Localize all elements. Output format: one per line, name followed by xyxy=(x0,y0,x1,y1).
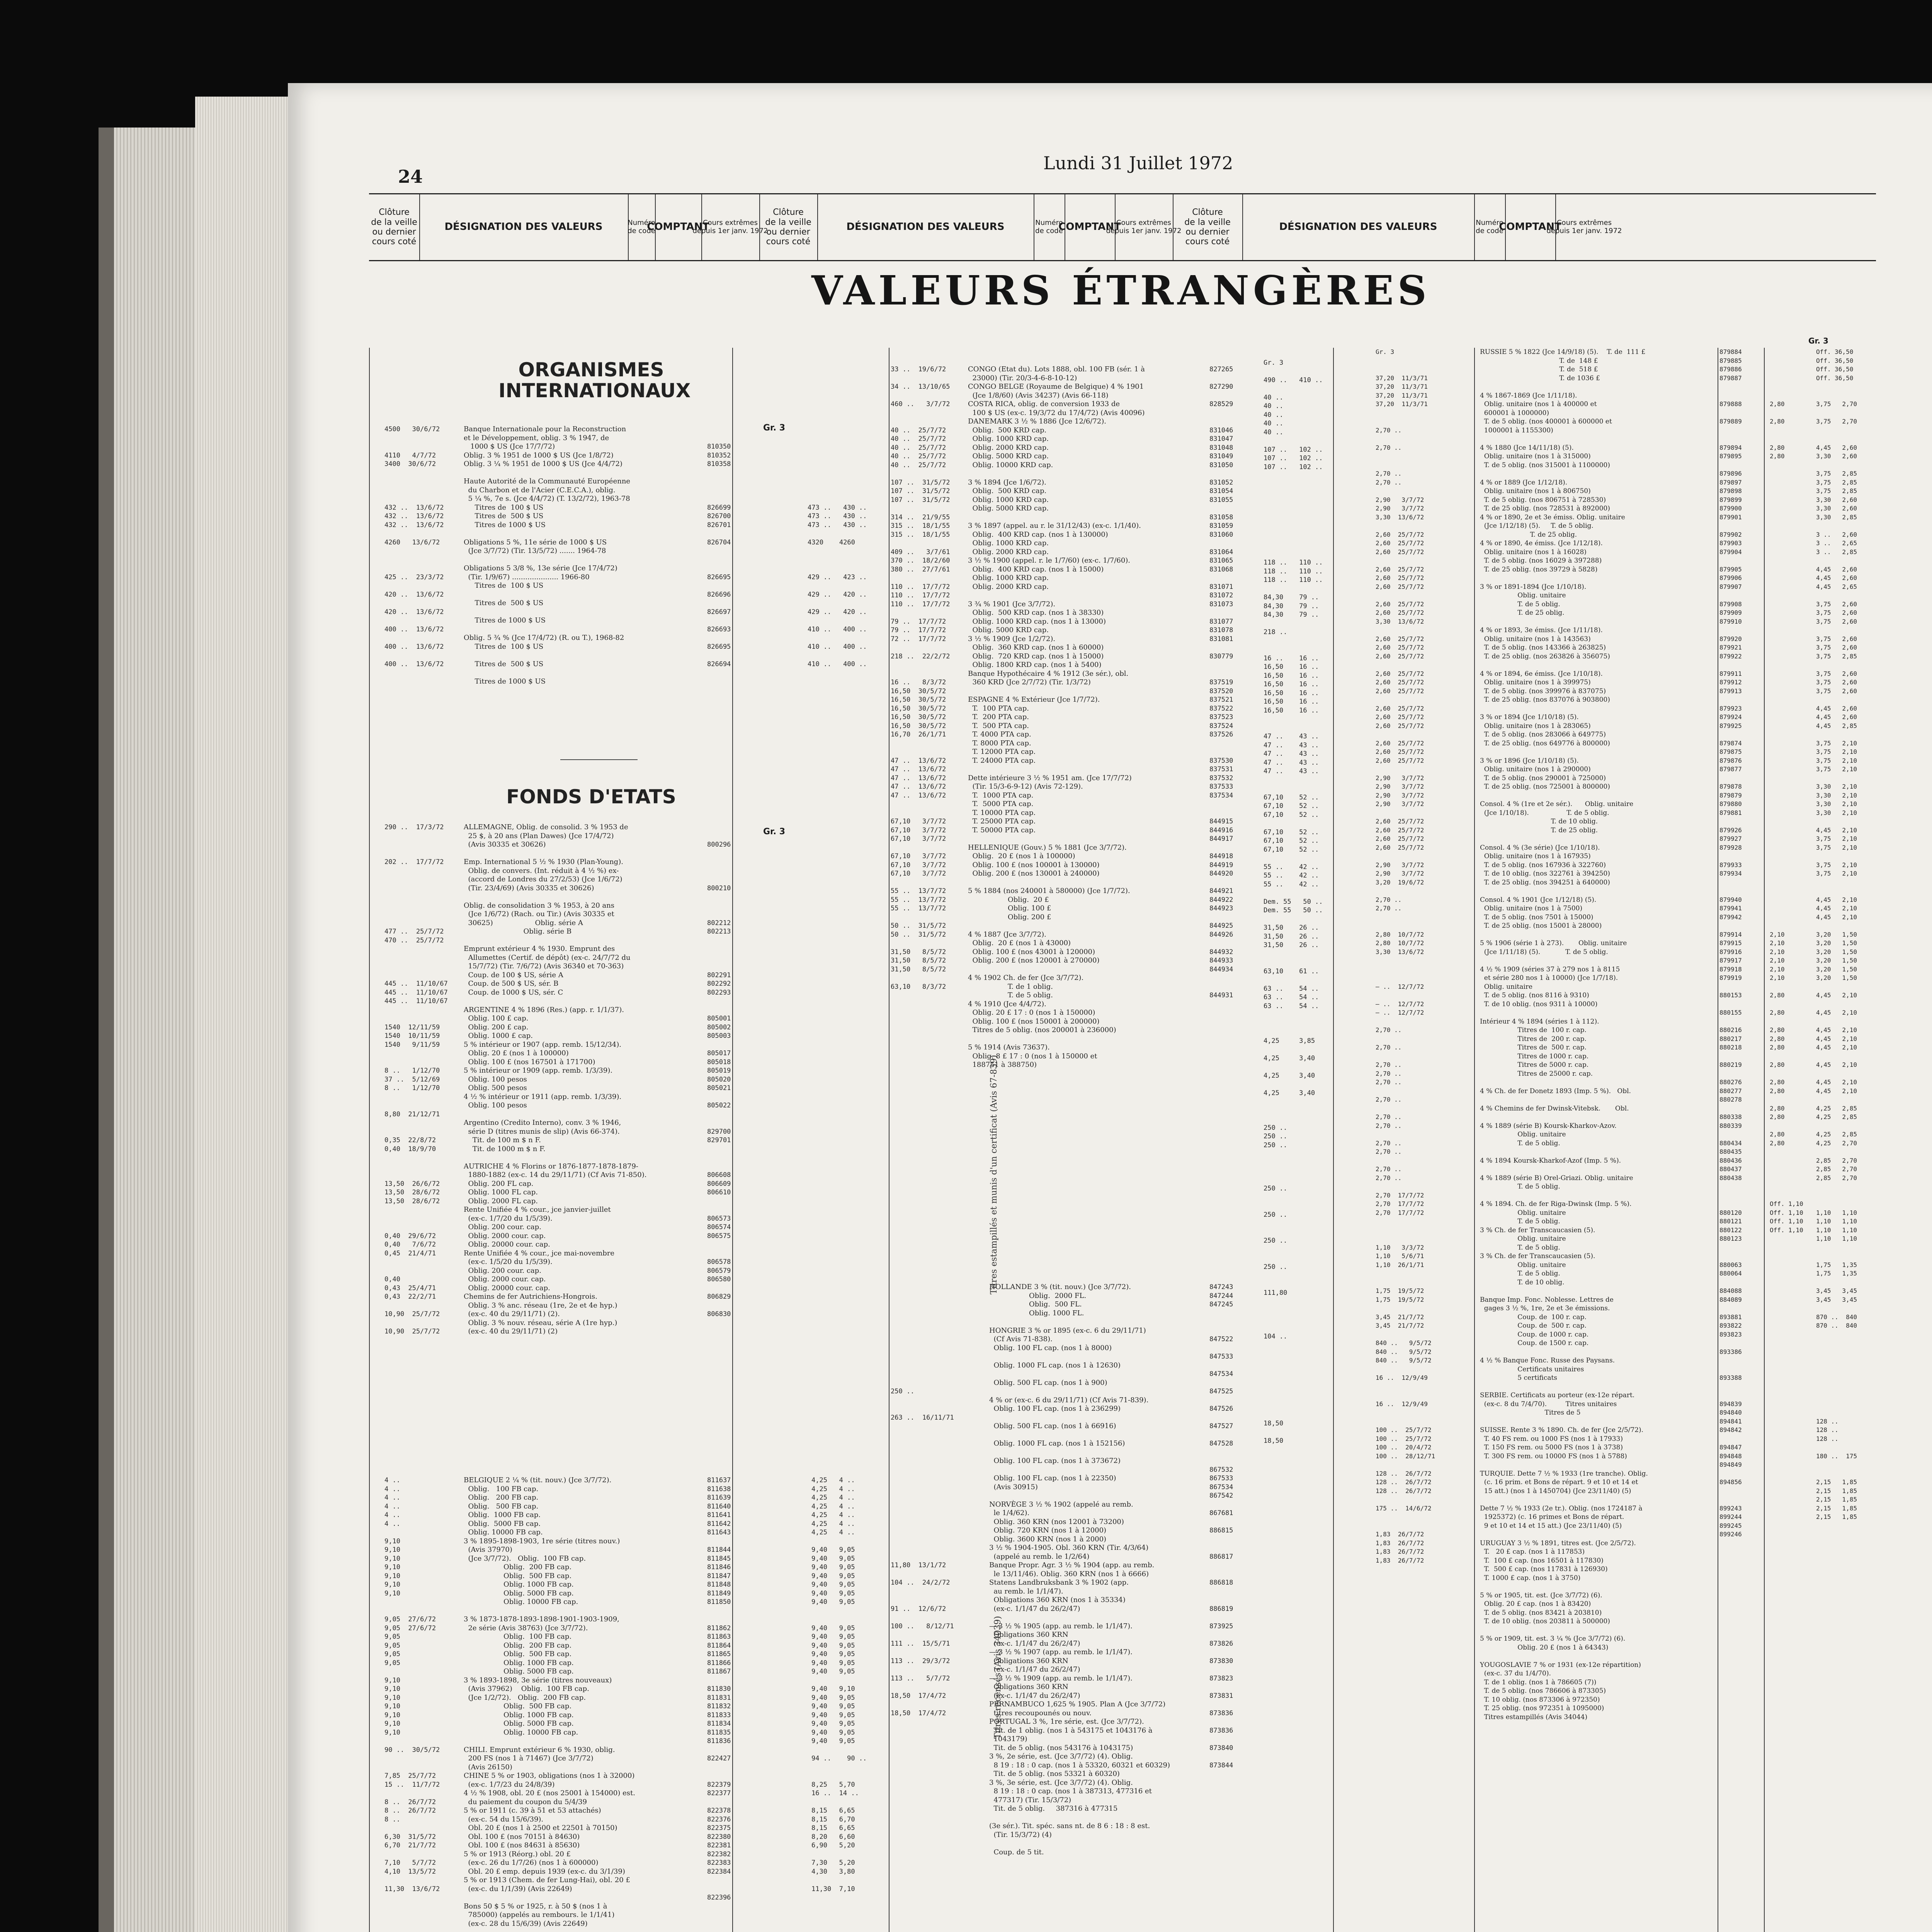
header-cloture-1: Clôture de la veille ou dernier cours coté xyxy=(369,194,420,260)
header-cloture-3: Clôture de la veille ou dernier cours coté xyxy=(1173,194,1243,260)
group-label: Gr. 3 xyxy=(1808,336,1828,345)
header-code-1: Numéro de code xyxy=(628,194,656,260)
section-divider xyxy=(560,759,638,760)
header-cloture-2: Clôture de la veille ou dernier cours coté xyxy=(759,194,818,260)
header-designation-3: DÉSIGNATION DES VALEURS xyxy=(1242,194,1475,260)
header-code-3: Numéro de code xyxy=(1474,194,1506,260)
code-column: 800296 800210 802212 802213 802291 802292 802293 805001 805002 805003 805017 805018 805019 805020 805021 805022 829700 829701 806608 806609 806610 806573 806574 806575 806578 806579 806580 806829 806830 xyxy=(707,841,731,1318)
section-title: VALEURS ÉTRANGÈRES xyxy=(811,267,1430,314)
book-page-edges xyxy=(99,128,211,1932)
designation-column: Banque Internationale pour la Reconstruction et le Développement, oblig. 3 % 1947, de 1000 $ US (Jce 17/7/72) Oblig. 3 % 1951 de 1000 $ US (Jce 1/8/72) Oblig. 3 ¼ % 1951 de 1000 $ US (Jce 4/4/72) Haute Autorité de la Communauté Européenne du Charbon et de l'Acier (C.E.C.A.), oblig. 5 ¼ %, 7e s. (Jce 4/4/72) (T. 13/2/72), 1963-78 Titres de 100 $ US Titres de 500 $ US Titres de 1000 $ US Obligations 5 %, 11e série de 1000 $ US (Jce 3/7/72) (Tir. 13/5/72) ....... 1964-78 Obligations 5 3/8 %, 13e série (Jce 17/4/72) (Tir. 1/9/67) ..................... 1966-80 Titres de 100 $ US Titres de 500 $ US Titres de 1000 $ US Oblig. 5 ¾ % (Jce 17/4/72) (R. ou T.), 1968-82 Titres de 100 $ US Titres de 500 $ US Titres de 1000 $ US xyxy=(464,425,631,685)
header-designation-2: DÉSIGNATION DES VALEURS xyxy=(817,194,1034,260)
page-date: Lundi 31 Juillet 1972 xyxy=(1043,153,1233,173)
group-label: Gr. 3 xyxy=(763,423,786,433)
code-column: 827265 827290 828529 831046 831047 831048 831049 831050 831052 831054 831055 831058 831059 831060 831064 831065 831068 831071 831072 831073 831077 831078 831081 830779 837519 837520 837521 837522 837523 837524 837526 837530 837531 837532 837533 837534 844915 844916 844917 844918 844919 844920 844921 844922 844923 844925 844926 844932 844933 844934 844931 xyxy=(1209,366,1233,999)
vertical-note-norvege: Titres recensés (Avis 34039) xyxy=(993,1616,1003,1739)
designation-column: HOLLANDE 3 % (tit. nouv.) (Jce 3/7/72). Oblig. 2000 FL. Oblig. 500 FL. Oblig. 1000 FL. HONGRIE 3 % or 1895 (ex-c. 6 du 29/11/71) (Cf Avis 71-838). Oblig. 100 FL cap. (nos 1 à 8000) Oblig. 1000 FL cap. (nos 1 à 12630) Oblig. 500 FL cap. (nos 1 à 900) 4 % or (ex-c. 6 du 29/11/71) (Cf Avis 71-839). Oblig. 100 FL cap. (nos 1 à 236299) Oblig. 500 FL cap. (nos 1 à 66916) Oblig. 1000 FL cap. (nos 1 à 152156) Oblig. 100 FL cap. (nos 1 à 373672) Oblig. 100 FL cap. (nos 1 à 22350) (Avis 30915) NORVÈGE 3 ½ % 1902 (appelé au remb. le 1/4/62). Oblig. 360 KRN (nos 12001 à 73200) Oblig. 720 KRN (nos 1 à 12000) Oblig. 3600 KRN (nos 1 à 2000) 3 ½ % 1904-1905. Obl. 360 KRN (Tir. 4/3/64) (appelé au remb. le 1/2/64) Banque Propr. Agr. 3 ½ % 1904 (app. au remb. le 13/11/46). Oblig. 360 KRN (nos 1 à 6666) Statens Landbruksbank 3 % 1902 (app. au remb. le 1/1/47). Obligations 360 KRN (nos 1 à 35334) (ex-c. 1/1/47 du 26/2/47) — 3 ½ % 1905 (app. au remb. le 1/1/47). Obligations 360 KRN (ex-c. 1/1/47 du 26/2/47) — 3 ½ % 1907 (app. au remb. le 1/1/47). Obligations 360 KRN (ex-c. 1/1/47 du 26/2/47) — 3 ½ % 1909 (app. au remb. le 1/1/47). Obligations 360 KRN (ex-c. 1/1/47 du 26/2/47) PERNAMBUCO 1,625 % 1905. Plan A (Jce 3/7/72) titres recoupounés ou nouv. PORTUGAL 3 %, 1re série, est. (Jce 3/7/72). Tit. de 1 oblig. (nos 1 à 543175 et 1043176 à 1043179) Tit. de 5 oblig. (nos 543176 à 1043175) 3 %, 2e série, est. (Jce 3/7/72) (4). Oblig. 8 19 : 18 : 0 cap. (nos 1 à 53320, 60321 et 60329) Tit. de 5 oblig. (nos 53321 à 60320) 3 %, 3e série, est. (Jce 3/7/72) (4). Oblig. 8 19 : 18 : 0 cap. (nos 1 à 387313, 477316 et 477317) (Tir. 15/3/72) Tit. de 5 oblig. 387316 à 477315 (3e sér.). Tit. spéc. sans nt. de 8 6 : 18 : 8 est. (Tir. 15/3/72) (4) Coup. de 5 tit. xyxy=(989,1283,1170,1856)
cloture-column: 33 .. 19/6/72 34 .. 13/10/65 460 .. 3/7/72 40 .. 25/7/72 40 .. 25/7/72 40 .. 25/7/72 40 .. 25/7/72 40 .. 25/7/72 107 .. 31/5/72 107 .. 31/5/72 107 .. 31/5/72 314 .. 21/9/55 315 .. 18/1/55 315 .. 18/1/55 409 .. 3/7/61 370 .. 18/2/60 380 .. 27/7/61 110 .. 17/7/72 110 .. 17/7/72 110 .. 17/7/72 79 .. 17/7/72 79 .. 17/7/72 72 .. 17/7/72 218 .. 22/2/72 16 .. 8/3/72 16,50 30/5/72 16,50 30/5/72 16,50 30/5/72 16,50 30/5/72 16,50 30/5/72 16,70 26/1/71 47 .. 13/6/72 47 .. 13/6/72 47 .. 13/6/72 47 .. 13/6/72 47 .. 13/6/72 67,10 3/7/72 67,10 3/7/72 67,10 3/7/72 67,10 3/7/72 67,10 3/7/72 67,10 3/7/72 55 .. 13/7/72 55 .. 13/7/72 55 .. 13/7/72 50 .. 31/5/72 50 .. 31/5/72 31,50 8/5/72 31,50 8/5/72 31,50 8/5/72 63,10 8/3/72 xyxy=(891,366,950,991)
comptant-column: 2,80 2,80 2,80 2,80 2,10 2,10 2,10 2,10 2,10 2,10 2,80 2,80 2,80 2,80 2,80 2,80 2,80 2,80 2,80 2,80 2,80 2,80 Off. 1,10 Off. 1,10 Off. 1,10 Off. 1,10 xyxy=(1770,400,1803,1234)
vertical-note-hellenique: Titres estampillés et munis d'un certificat (Avis 67-839) xyxy=(989,1055,999,1294)
column-rule xyxy=(732,348,733,1932)
designation-column: ALLEMAGNE, Oblig. de consolid. 3 % 1953 de 25 $, à 20 ans (Plan Dawes) (Jce 17/4/72) (Avis 30335 et 30626) Emp. International 5 ½ % 1930 (Plan-Young). Oblig. de convers. (Int. réduit à 4 ½ %) ex- (accord de Londres du 27/2/53) (Jce 1/6/72) (Tir. 23/4/69) (Avis 30335 et 30626) Oblig. de consolidation 3 % 1953, à 20 ans (Jce 1/6/72) (Rach. ou Tir.) (Avis 30335 et 30625) Oblig. série A Oblig. série B Emprunt extérieur 4 % 1930. Emprunt des Allumettes (Certif. de dépôt) (ex-c. 24/7/72 du 15/7/72) (Tir. 7/6/72) (Avis 36340 et 70-363) Coup. de 100 $ US, série A Coup. de 500 $ US, sér. B Coup. de 1000 $ US, sér. C ARGENTINE 4 % 1896 (Res.) (app. r. 1/1/37). Oblig. 100 £ cap. Oblig. 200 £ cap. Oblig. 1000 £ cap. 5 % intérieur or 1907 (app. remb. 15/12/34). Oblig. 20 £ (nos 1 à 100000) Oblig. 100 £ (nos 167501 à 171700) 5 % intérieur or 1909 (app. remb. 1/3/39). Oblig. 100 pesos Oblig. 500 pesos 4 ½ % intérieur or 1911 (app. remb. 1/3/39). Oblig. 100 pesos Argentino (Credito Interno), conv. 3 % 1946, série D (titres munis de slip) (Avis 66-374). Tit. de 100 m $ n F. Tit. de 1000 m $ n F. AUTRICHE 4 % Florins or 1876-1877-1878-1879- 1880-1882 (ex-c. 14 du 29/11/71) (Cf Avis 71-850). Oblig. 200 FL cap. Oblig. 1000 FL cap. Oblig. 2000 FL cap. Rente Unifiée 4 % cour., jce janvier-juillet (ex-c. 1/7/20 du 1/5/39). Oblig. 200 cour. cap. Oblig. 2000 cour. cap. Oblig. 20000 cour. cap. Rente Unifiée 4 % cour., jce mai-novembre (ex-c. 1/5/20 du 1/5/39). Oblig. 200 cour. cap. Oblig. 2000 cour. cap. Oblig. 20000 cour. cap. Chemins de fer Autrichiens-Hongrois. Oblig. 3 % anc. réseau (1re, 2e et 4e hyp.) (ex-c. 40 du 29/11/71) (2). Oblig. 3 % nouv. réseau, série A (1re hyp.) (ex-c. 40 du 29/11/71) (2) xyxy=(464,823,647,1335)
column-rule xyxy=(1764,348,1765,1932)
header-comptant-1: COMPTANT xyxy=(655,194,702,260)
section-heading-fonds-etats: FONDS D'ETATS xyxy=(506,786,676,808)
section-heading-organismes: ORGANISMES INTERNATIONAUX xyxy=(498,359,691,402)
extremes-column: 473 .. 430 .. 473 .. 430 .. 473 .. 430 .. 4320 4260 429 .. 423 .. 429 .. 420 .. 429 .. 420 .. 410 .. 400 .. 410 .. 400 .. 410 .. 400 .. xyxy=(808,503,867,668)
group-label: Gr. 3 xyxy=(763,827,786,837)
column-rule xyxy=(369,348,370,1932)
header-cours-extremes-1: Cours extrêmes depuis 1er janv. 1972 xyxy=(701,194,760,260)
extremes-column: 4,25 4 .. 4,25 4 .. 4,25 4 .. 4,25 4 .. 4,25 4 .. 4,25 4 .. 4,25 4 .. 9,40 9,05 9,40 9,05 9,40 9,05 9,40 9,05 9,40 9,05 9,40 9,05 9,40 9,05 9,40 9,05 9,40 9,05 9,40 9,05 9,40 9,05 9,40 9,05 9,40 9,05 9,40 9,10 9,40 9,05 9,40 9,05 9,40 9,05 9,40 9,05 9,40 9,05 9,40 9,05 94 .. 90 .. 8,25 5,70 16 .. 14 .. 8,15 6,65 8,15 6,70 8,15 6,65 8,20 6,60 6,90 5,20 7,30 5,20 4,30 3,80 11,30 7,10 xyxy=(811,1476,867,1893)
header-designation-1: DÉSIGNATION DES VALEURS xyxy=(419,194,629,260)
page-number: 24 xyxy=(398,166,423,187)
designation-column: RUSSIE 5 % 1822 (Jce 14/9/18) (5). T. de 111 £ T. de 148 £ T. de 518 £ T. de 1036 £ 4 % 1867-1869 (Jce 1/11/18). Oblig. unitaire (nos 1 à 400000 et 600001 à 1000000) T. de 5 oblig. (nos 400001 à 600000 et 1000001 à 1155300) 4 % 1880 (Jce 14/11/18) (5). Oblig. unitaire (nos 1 à 315000) T. de 5 oblig. (nos 315001 à 1100000) 4 % or 1889 (Jce 1/12/18). Oblig. unitaire (nos 1 à 806750) T. de 5 oblig. (nos 806751 à 728530) T. de 25 oblig. (nos 728531 à 892000) 4 % or 1890, 2e et 3e émiss. Oblig. unitaire (Jce 1/12/18) (5). T. de 5 oblig. T. de 25 oblig. 4 % or 1890, 4e émiss. (Jce 1/12/18). Oblig. unitaire (nos 1 à 16028) T. de 5 oblig. (nos 16029 à 397288) T. de 25 oblig. (nos 39729 à 5828) 3 % or 1891-1894 (Jce 1/10/18). Oblig. unitaire T. de 5 oblig. T. de 25 oblig. 4 % or 1893, 3e émiss. (Jce 1/11/18). Oblig. unitaire (nos 1 à 143563) T. de 5 oblig. (nos 143366 à 263825) T. de 25 oblig. (nos 263826 à 356075) 4 % or 1894, 6e émiss. (Jce 1/10/18). Oblig. unitaire (nos 1 à 399975) T. de 5 oblig. (nos 399976 à 837075) T. de 25 oblig. (nos 837076 à 903800) 3 % or 1894 (Jce 1/10/18) (5). Oblig. unitaire (nos 1 à 283065) T. de 5 oblig. (nos 283066 à 649775) T. de 25 oblig. (nos 649776 à 800000) 3 % or 1896 (Jce 1/10/18) (5). Oblig. unitaire (nos 1 à 290000) T. de 5 oblig. (nos 290001 à 725000) T. de 25 oblig. (nos 725001 à 800000) Consol. 4 % (1re et 2e sér.). Oblig. unitaire (Jce 1/10/18). T. de 5 oblig. T. de 10 oblig. T. de 25 oblig. Consol. 4 % (3e série) (Jce 1/10/18). Oblig. unitaire (nos 1 à 167935) T. de 5 oblig. (nos 167936 à 322760) T. de 10 oblig. (nos 322761 à 394250) T. de 25 oblig. (nos 394251 à 640000) Consol. 4 % 1901 (Jce 1/12/18) (5). Oblig. unitaire (nos 1 à 7500) T. de 5 oblig. (nos 7501 à 15000) T. de 25 oblig. (nos 15001 à 28000) 5 % 1906 (série 1 à 273). Oblig. unitaire (Jce 1/11/18) (5). T. de 5 oblig. 4 ½ % 1909 (séries 37 à 279 nos 1 à 8115 et série 280 nos 1 à 10000) (Jce 1/7/18). Oblig. unitaire T. de 5 oblig. (nos 8116 à 9310) T. de 10 oblig. (nos 9311 à 10000) Intérieur 4 % 1894 (séries 1 à 112). Titres de 100 r. cap. Titres de 200 r. cap. Titres de 500 r. cap. Titres de 1000 r. cap. Titres de 5000 r. cap. Titres de 25000 r. cap. 4 % Ch. de fer Donetz 1893 (Imp. 5 %). Obl. 4 % Chemins de fer Dwinsk-Vitebsk. Obl. 4 % 1889 (série B) Koursk-Kharkov-Azov. Oblig. unitaire T. de 5 oblig. 4 % 1894 Koursk-Kharkof-Azof (Imp. 5 %). 4 % 1889 (série B) Orel-Griazi. Oblig. unitaire T. de 5 oblig. 4 % 1894. Ch. de fer Riga-Dwinsk (Imp. 5 %). Oblig. unitaire T. de 5 oblig. 3 % Ch. de fer Transcaucasien (5). Oblig. unitaire T. de 5 oblig. 3 % Ch. de fer Transcaucasien (5). Oblig. unitaire T. de 5 oblig. T. de 10 oblig. Banque Imp. Fonc. Noblesse. Lettres de gages 3 ½ %, 1re, 2e et 3e émissions. Coup. de 100 r. cap. Coup. de 500 r. cap. Coup. de 1000 r. cap. Coup. de 1500 r. cap. 4 ½ % Banque Fonc. Russe des Paysans. Certificats unitaires 5 certificats SERBIE. Certificats au porteur (ex-12e répart. (ex-c. 8 du 7/4/70). Titres unitaires Titres de 5 SUISSE. Rente 3 % 1890. Ch. de fer (Jce 2/5/72). T. 40 FS rem. ou 1000 FS (nos 1 à 17933) T. 150 FS rem. ou 5000 FS (nos 1 à 3738) T. 300 FS rem. ou 10000 FS (nos 1 à 5788) TURQUIE. Dette 7 ½ % 1933 (1re tranche). Oblig. (c. 16 prim. et Bons de répart. 9 et 10 et 14 et 15 att.) (nos 1 à 1450704) (Jce 23/11/40) (5) Dette 7 ½ % 1933 (2e tr.). Oblig. (nos 1724187 à 1925372) (c. 16 primes et Bons de répart. 9 et 10 et 14 et 15 att.) (Jce 23/11/40) (5) URUGUAY 3 ½ % 1891, titres est. (Jce 2/5/72). T. 20 £ cap. (nos 1 à 117853) T. 100 £ cap. (nos 16501 à 117830) T. 500 £ cap. (nos 117831 à 126930) T. 1000 £ cap. (nos 1 à 3750) 5 % or 1905, tit. est. (Jce 3/7/72) (6). Oblig. 20 £ cap. (nos 1 à 83420) T. de 5 oblig. (nos 83421 à 203810) T. de 10 oblig. (nos 203811 à 500000) 5 % or 1909, tit. est. 3 ¼ % (Jce 3/7/72) (6). Oblig. 20 £ (nos 1 à 64343) YOUGOSLAVIE 7 % or 1931 (ex-12e répartition) (ex-c. 37 du 1/4/70). T. de 1 oblig. (nos 1 à 786605 (7)) T. de 5 oblig. (nos 786606 à 873305) T. 10 oblig. (nos 873306 à 972350) T. 25 oblig. (nos 972351 à 1095000) Titres estampillés (Avis 34044) xyxy=(1480,348,1648,1721)
designation-column: BELGIQUE 2 ¼ % (tit. nouv.) (Jce 3/7/72). Oblig. 100 FB cap. Oblig. 200 FB cap. Oblig. 500 FB cap. Oblig. 1000 FB cap. Oblig. 5000 FB cap. Oblig. 10000 FB cap. 3 % 1895-1898-1903, 1re série (titres nouv.) (Avis 37970) (Jce 3/7/72). Oblig. 100 FB cap. Oblig. 200 FB cap. Oblig. 500 FB cap. Oblig. 1000 FB cap. Oblig. 5000 FB cap. Oblig. 10000 FB cap. 3 % 1873-1878-1893-1898-1901-1903-1909, 2e série (Avis 38763) (Jce 3/7/72). Oblig. 100 FB cap. Oblig. 200 FB cap. Oblig. 500 FB cap. Oblig. 1000 FB cap. Oblig. 5000 FB cap. 3 % 1893-1898, 3e série (titres nouveaux) (Avis 37962) Oblig. 100 FB cap. (Jce 1/2/72). Oblig. 200 FB cap. Oblig. 500 FB cap. Oblig. 1000 FB cap. Oblig. 5000 FB cap. Oblig. 10000 FB cap. CHILI. Emprunt extérieur 6 % 1930, oblig. 200 FS (nos 1 à 71467) (Jce 3/7/72) (Avis 26150) CHINE 5 % or 1903, obligations (nos 1 à 32000) (ex-c. 1/7/23 du 24/8/39) 4 ½ % 1908, obl. 20 £ (nos 25001 à 154000) est. du paiement du coupon du 5/4/39 5 % or 1911 (c. 39 à 51 et 53 attachés) (ex-c. 54 du 15/6/39). Obl. 20 £ (nos 1 à 2500 et 22501 à 70150) Obl. 100 £ (nos 70151 à 84630) Obl. 100 £ (nos 84631 à 85630) 5 % or 1913 (Réorg.) obl. 20 £ (ex-c. 26 du 1/7/26) (nos 1 à 600000) Obl. 20 £ emp. depuis 1939 (ex-c. du 3/1/39) 5 % or 1913 (Chem. de fer Lung-Hai), obl. 20 £ (ex-c. du 1/1/39) (Avis 22649) Bons 50 $ 5 % or 1925, r. à 50 $ (nos 1 à 785000) (appelés au rembours. le 1/1/41) (ex-c. 28 du 15/6/39) (Avis 22649) xyxy=(464,1476,635,1928)
cloture-column: 4 .. 4 .. 4 .. 4 .. 4 .. 4 .. 9,10 9,10 9,10 9,10 9,10 9,10 9,10 9,05 27/6/72 9,05 27/6/72 9,05 9,05 9,05 9,05 9,10 9,10 9,10 9,10 9,10 9,10 9,10 90 .. 30/5/72 7,85 25/7/72 15 .. 11/7/72 8 .. 26/7/72 8 .. 26/7/72 8 .. 6,30 31/5/72 6,70 21/7/72 7,10 5/7/72 4,10 13/5/72 11,30 13/6/72 xyxy=(384,1476,440,1893)
column-header-band xyxy=(369,193,1876,261)
extremes-column: Off. 36,50 Off. 36,50 Off. 36,50 Off. 36,50 3,75 2,70 3,75 2,70 4,45 2,60 3,30 2,60 3,75 2,85 3,75 2,85 3,75 2,85 3,30 2,60 3,30 2,60 3,30 2,85 3 .. 2,60 3 .. 2,65 3 .. 2,85 4,45 2,60 4,45 2,60 4,45 2,65 3,75 2,60 3,75 2,60 3,75 2,60 3,75 2,60 3,75 2,60 3,75 2,85 3,75 2,60 3,75 2,60 3,75 2,60 4,45 2,60 4,45 2,60 4,45 2,85 3,75 2,10 3,75 2,10 3,75 2,10 3,75 2,10 3,30 2,10 3,30 2,10 3,30 2,10 3,30 2,10 4,45 2,10 3,75 2,10 3,75 2,10 3,75 2,10 3,75 2,10 4,45 2,10 4,45 2,10 4,45 2,10 3,20 1,50 3,20 1,50 3,20 1,50 3,20 1,50 3,20 1,50 3,20 1,50 4,45 2,10 4,45 2,10 4,45 2,10 4,45 2,10 4,45 2,10 4,45 2,10 4,45 2,10 4,45 2,10 4,25 2,85 4,25 2,85 4,25 2,85 4,25 2,70 2,85 2,70 2,85 2,70 2,85 2,70 1,10 1,10 1,10 1,10 1,10 1,10 1,10 1,10 1,75 1,35 1,75 1,35 3,45 3,45 3,45 3,45 870 .. 840 870 .. 840 128 .. 128 .. 128 .. 180 .. 175 2,15 1,85 2,15 1,85 2,15 1,85 2,15 1,85 2,15 1,85 xyxy=(1816,348,1857,1520)
code-column: 810350 810352 810358 826699 826700 826701 826704 826695 826696 826697 826693 826695 826694 xyxy=(707,443,731,668)
header-cours-extremes-2: Cours extrêmes depuis 1er janv. 1972 xyxy=(1115,194,1173,260)
cloture-column: 290 .. 17/3/72 202 .. 17/7/72 477 .. 25/7/72 470 .. 25/7/72 445 .. 11/10/67 445 .. 11/10/67 445 .. 11/10/67 1540 12/11/59 1540 10/11/59 1540 9/11/59 8 .. 1/12/70 37 .. 5/12/69 8 .. 1/12/70 8,80 21/12/71 0,35 22/8/72 0,40 18/9/70 13,50 26/6/72 13,50 28/6/72 13,50 28/6/72 0,40 29/6/72 0,40 7/6/72 0,45 21/4/71 0,40 0,43 25/4/71 0,43 22/2/71 10,90 25/7/72 10,90 25/7/72 xyxy=(384,823,448,1335)
cloture-column: Gr. 3 37,20 11/3/71 37,20 11/3/71 37,20 11/3/71 37,20 11/3/71 2,70 .. 2,70 .. 2,70 .. 2,70 .. 2,90 3/7/72 2,90 3/7/72 3,30 13/6/72 2,60 25/7/72 2,60 25/7/72 2,60 25/7/72 2,60 25/7/72 2,60 25/7/72 2,60 25/7/72 2,60 25/7/72 2,60 25/7/72 3,30 13/6/72 2,60 25/7/72 2,60 25/7/72 2,60 25/7/72 2,60 25/7/72 2,60 25/7/72 2,60 25/7/72 2,60 25/7/72 2,60 25/7/72 2,60 25/7/72 2,60 25/7/72 2,60 25/7/72 2,60 25/7/72 2,90 3/7/72 2,90 3/7/72 2,90 3/7/72 2,90 3/7/72 2,60 25/7/72 2,60 25/7/72 2,60 25/7/72 2,60 25/7/72 2,90 3/7/72 2,90 3/7/72 3,20 19/6/72 2,70 .. 2,70 .. 2,80 10/7/72 2,80 10/7/72 3,30 13/6/72 — .. 12/7/72 — .. 12/7/72 — .. 12/7/72 2,70 .. 2,70 .. 2,70 .. 2,70 .. 2,70 .. 2,70 .. 2,70 .. 2,70 .. 2,70 .. 2,70 .. 2,70 .. 2,70 .. 2,70 17/7/72 2,70 17/7/72 2,70 17/7/72 1,10 3/3/72 1,10 5/6/71 1,10 26/1/71 1,75 19/5/72 1,75 19/5/72 3,45 21/7/72 3,45 21/7/72 840 .. 9/5/72 840 .. 9/5/72 840 .. 9/5/72 16 .. 12/9/49 16 .. 12/9/49 100 .. 25/7/72 100 .. 25/7/72 100 .. 20/4/72 100 .. 28/12/71 128 .. 26/7/72 128 .. 26/7/72 128 .. 26/7/72 175 .. 14/6/72 1,83 26/7/72 1,83 26/7/72 1,83 26/7/72 1,83 26/7/72 xyxy=(1376,348,1435,1564)
cloture-column: 4500 30/6/72 4110 4/7/72 3400 30/6/72 432 .. 13/6/72 432 .. 13/6/72 432 .. 13/6/72 4260 13/6/72 425 .. 23/3/72 420 .. 13/6/72 420 .. 13/6/72 400 .. 13/6/72 400 .. 13/6/72 400 .. 13/6/72 xyxy=(384,425,444,668)
column-rule xyxy=(1333,348,1334,1932)
column-rule xyxy=(1474,348,1475,1932)
cloture-column: 250 .. 263 .. 16/11/71 11,80 13/1/72 104 .. 24/2/72 91 .. 12/6/72 100 .. 8/12/71 111 .. 15/5/71 113 .. 29/3/72 113 .. 5/7/72 18,50 17/4/72 18,50 17/4/72 xyxy=(891,1388,954,1717)
code-column: 811637 811638 811639 811640 811641 811642 811643 811844 811845 811846 811847 811848 811849 811850 811862 811863 811864 811865 811866 811867 811830 811831 811832 811833 811834 811835 811836 822427 822379 822377 822378 822376 822375 822380 822381 822382 822383 822384 822396 xyxy=(707,1476,731,1901)
header-cours-extremes-3: Cours extrêmes depuis 1er janv. 1972 xyxy=(1546,219,1622,235)
header-comptant-3: COMPTANT xyxy=(1505,194,1556,260)
header-code-2: Numéro de code xyxy=(1034,194,1065,260)
designation-column: CONGO (Etat du). Lots 1888, obl. 100 FB (sér. 1 à 23000) (Tir. 20/3-4-6-8-10-12) CONGO BELGE (Royaume de Belgique) 4 % 1901 (Jce 1/8/60) (Avis 34237) (Avis 66-118) COSTA RICA, oblig. de conversion 1933 de 100 $ US (ex-c. 19/3/72 du 17/4/72) (Avis 40096) DANEMARK 3 ½ % 1886 (Jce 12/6/72). Oblig. 500 KRD cap. Oblig. 1000 KRD cap. Oblig. 2000 KRD cap. Oblig. 5000 KRD cap. Oblig. 10000 KRD cap. 3 % 1894 (Jce 1/6/72). Oblig. 500 KRD cap. Oblig. 1000 KRD cap. Oblig. 5000 KRD cap. 3 % 1897 (appel. au r. le 31/12/43) (ex-c. 1/1/40). Oblig. 400 KRD cap. (nos 1 à 130000) Oblig. 1000 KRD cap. Oblig. 2000 KRD cap. 3 ½ % 1900 (appel. r. le 1/7/60) (ex-c. 1/7/60). Oblig. 400 KRD cap. (nos 1 à 15000) Oblig. 1000 KRD cap. Oblig. 2000 KRD cap. 3 ¾ % 1901 (Jce 3/7/72). Oblig. 500 KRD cap. (nos 1 à 38330) Oblig. 1000 KRD cap. (nos 1 à 13000) Oblig. 5000 KRD cap. 3 ½ % 1909 (Jce 1/2/72). Oblig. 360 KRD cap. (nos 1 à 60000) Oblig. 720 KRD cap. (nos 1 à 15000) Oblig. 1800 KRD cap. (nos 1 à 5400) Banque Hypothécaire 4 % 1912 (3e sér.), obl. 360 KRD (Jce 2/7/72) (Tir. 1/3/72) ESPAGNE 4 % Extérieur (Jce 1/7/72). T. 100 PTA cap. T. 200 PTA cap. T. 500 PTA cap. T. 4000 PTA cap. T. 8000 PTA cap. T. 12000 PTA cap. T. 24000 PTA cap. Dette intérieure 3 ½ % 1951 am. (Jce 17/7/72) (Tir. 15/3-6-9-12) (Avis 72-129). T. 1000 PTA cap. T. 5000 PTA cap. T. 10000 PTA cap. T. 25000 PTA cap. T. 50000 PTA cap. HELLENIQUE (Gouv.) 5 % 1881 (Jce 3/7/72). Oblig. 20 £ (nos 1 à 100000) Oblig. 100 £ (nos 100001 à 130000) Oblig. 200 £ (nos 130001 à 240000) 5 % 1884 (nos 240001 à 580000) (Jce 1/7/72). Oblig. 20 £ Oblig. 100 £ Oblig. 200 £ 4 % 1887 (Jce 3/7/72). Oblig. 20 £ (nos 1 à 43000) Oblig. 100 £ (nos 43001 à 120000) Oblig. 200 £ (nos 120001 à 270000) 4 % 1902 Ch. de fer (Jce 3/7/72). T. de 1 oblig. T. de 5 oblig. 4 % 1910 (Jce 4/4/72). Oblig. 20 £ 17 : 0 (nos 1 à 150000) Oblig. 100 £ (nos 150001 à 200000) Titres de 5 oblig. (nos 200001 à 236000) 5 % 1914 (Avis 73637). Oblig. 8 £ 17 : 0 (nos 1 à 150000 et 188751 à 388750) xyxy=(968,365,1145,1069)
extremes-column: Gr. 3 490 .. 410 .. 40 .. 40 .. 40 .. 40 .. 40 .. 107 .. 102 .. 107 .. 102 .. 107 .. 102 .. 118 .. 110 .. 118 .. 110 .. 118 .. 110 .. 84,30 79 .. 84,30 79 .. 84,30 79 .. 218 .. 16 .. 16 .. 16,50 16 .. 16,50 16 .. 16,50 16 .. 16,50 16 .. 16,50 16 .. 16,50 16 .. 47 .. 43 .. 47 .. 43 .. 47 .. 43 .. 47 .. 43 .. 47 .. 43 .. 67,10 52 .. 67,10 52 .. 67,10 52 .. 67,10 52 .. 67,10 52 .. 67,10 52 .. 55 .. 42 .. 55 .. 42 .. 55 .. 42 .. Dem. 55 50 .. Dem. 55 50 .. 31,50 26 .. 31,50 26 .. 31,50 26 .. 63,10 61 .. 63 .. 54 .. 63 .. 54 .. 63 .. 54 .. 4,25 3,85 4,25 3,40 4,25 3,40 4,25 3,40 250 .. 250 .. 250 .. 250 .. 250 .. 250 .. 250 .. 111,80 104 .. 18,50 18,50 xyxy=(1264,359,1323,1445)
code-column: 847243 847244 847245 847522 847533 847534 847525 847526 847527 847528 867532 867533 867534 867542 867681 886815 886817 886818 886819 873925 873826 873830 873823 873831 873836 873836 873840 873844 xyxy=(1209,1283,1233,1769)
header-comptant-2: COMPTANT xyxy=(1065,194,1116,260)
code-column: 879884 879885 879886 879887 879888 879889 879894 879895 879896 879897 879898 879899 879900 879901 879902 879903 879904 879905 879906 879907 879908 879909 879910 879920 879921 879922 879911 879912 879913 879923 879924 879925 879874 879875 879876 879877 879878 879879 879880 879881 879926 879927 879928 879933 879934 879940 879941 879942 879914 879915 879916 879917 879918 879919 880153 880155 880216 880217 880218 880219 880276 880277 880278 880338 880339 880434 880435 880436 880437 880438 880120 880121 880122 880123 880063 880064 884088 884089 893881 893822 893823 893386 893388 894839 894840 894841 894842 894847 894848 894849 894856 899243 899244 899245 899246 xyxy=(1719,348,1742,1538)
